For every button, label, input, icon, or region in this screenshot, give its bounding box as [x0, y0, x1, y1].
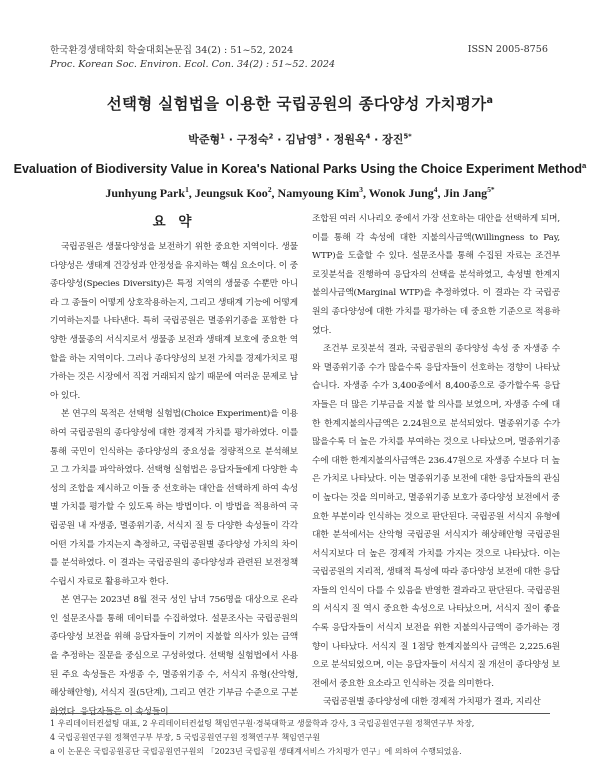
- author-ko-affiliation-mark: 1: [220, 132, 225, 141]
- footnote-divider: [50, 713, 550, 714]
- author-ko-name: 구정숙: [236, 133, 269, 146]
- author-ko-affiliation-mark: 5*: [403, 132, 412, 141]
- author-en-name: Namyoung Kim: [277, 186, 360, 200]
- title-korean-text: 선택형 실험법을 이용한 국립공원의 종다양성 가치평가: [106, 95, 487, 113]
- author-ko-separator: ·: [321, 133, 334, 146]
- abstract-paragraph: 국립공원은 생물다양성을 보전하기 위한 중요한 지역이다. 생물다양성은 생태계 건강성과 안정성을 유지하는 핵심 요소이다. 이 중 종다양성(Species Diversity)은 특정 지역의 생물종 수뿐만 아니라 그 종들이 어떻게 상호작용하는지, 그리고 생태계 기능에 어떻게 기여하는지를 나타낸다. 특히 국립공원은 멸종위기종을 포함한 다양한 생물종의 서식지로서 생물종 보전과 생태계 보호에 중요한 역할을 하는 지역이다. 그러나 종다양성의 보전 가치를 경제가치로 평가하는 것은 시장에서 직접 거래되지 않기 때문에 여러운 문제로 남아 있다.: [50, 242, 298, 401]
- title-english-sup: a: [582, 160, 587, 170]
- journal-name-en: Proc. Korean Soc. Environ. Ecol. Con. 34(2) : 51~52. 2024: [50, 59, 336, 70]
- author-ko-name: 김남영: [285, 133, 318, 146]
- authors-korean: [0, 131, 600, 147]
- footnote-line: a 이 논문은 국립공원공단 국립공원연구원의 「2023년 국립공원 생태계서비스 가치평가 연구」에 의하여 수행되었음.: [50, 747, 462, 757]
- author-en-name: Junhyung Park: [105, 186, 186, 200]
- author-ko-separator: ·: [273, 133, 286, 146]
- abstract-heading: 요 약: [152, 214, 196, 230]
- abstract-paragraph: 국립공원별 종다양성에 대한 경제적 가치평가 결과, 지리산: [323, 697, 541, 708]
- title-english: [0, 162, 600, 176]
- author-ko-name: 장진: [382, 133, 404, 146]
- journal-name-ko: 한국환경생태학회 학술대회논문집 34(2) : 51~52, 2024: [50, 45, 294, 56]
- footnote-line: 1 우리데이터컨설팅 대표, 2 우리데이터컨설팅 책임연구원·경북대학교 생물학과 강사, 3 국립공원연구원 정책연구부 차장,: [50, 719, 475, 728]
- abstract-column-left: [50, 238, 298, 721]
- title-korean-sup: a: [486, 94, 494, 106]
- author-en-affiliation-mark: 1: [185, 185, 189, 194]
- author-en-name: Wonok Jung: [368, 186, 434, 200]
- abstract-paragraph: 조건부 로짓분석 결과, 국립공원의 종다양성 속성 중 자생종 수와 멸종위기종 수가 많을수록 응답자들이 선호하는 경향이 나타났습니다. 자생종 수가 3,400종에서 8,400종으로 증가할수록 응답자들은 더 많은 기부금을 지불 할 의사를 보였으며, 자생종 수에 대한 한계지불의사금액은 2.24원으로 분석되었다. 멸종위기종 수가 많을수록 더 높은 가치를 부여하는 것으로 나타났으며, 멸종위기종 수에 대한 한계지불의사금액은 236.47원으로 자생종 수보다 더 높은 가치로 나타났다. 이는 멸종위기종 보전에 대한 응답자들의 관심이 높다는 것을 의미하고, 멸종위기종 보호가 종다양성 보전에서 중요한 부분이라 인식하는 것으로 판단된다. 국립공원 서식지 유형에 대한 분석에서는 산악형 국립공원 서식지가 해상해안형 국립공원 서식지보다 더 높은 경제적 가치를 가지는 것으로 나타났다. 이는 국립공원의 지리적, 생태적 특성에 따라 종다양성 보전에 대한 응답자들의 인식이 다를 수 있음을 반영한 결과라고 판단된다. 국립공원의 서식지 질 역시 중요한 속성으로 나타났으며, 서식지 질이 좋을수록 응답자들이 서식지 보전을 위한 지불의사금액이 증가하는 경향이 나타났다. 서식지 질 1점당 한계지불의사 금액은 2,225.6원으로 분석되었으며, 이는 응답자들이 서식지 질 개선이 종다양성 보전에서 중요한 요소라고 인식하는 것을 의미한다.: [312, 344, 560, 689]
- author-en-affiliation-mark: 5*: [487, 185, 495, 194]
- author-en-affiliation-mark: 4: [433, 185, 438, 194]
- footnote-line: 4 국립공원연구원 정책연구부 부장, 5 국립공원연구원 정책연구부 책임연구원: [50, 733, 321, 743]
- author-en-name: Jin Jang: [443, 186, 488, 200]
- author-ko-affiliation-mark: 2: [268, 132, 274, 141]
- journal-header: [50, 44, 335, 72]
- author-en-separator: ,: [437, 186, 444, 200]
- footnotes: [50, 717, 550, 760]
- author-ko-affiliation-mark: 4: [365, 132, 371, 141]
- author-en-separator: ,: [271, 186, 278, 200]
- abstract-paragraph: 조합된 여러 시나리오 중에서 가장 선호하는 대안을 선택하게 되며, 이를 통해 각 속성에 대한 지불의사금액(Willingness to Pay, WTP)을 도출할 수 있다. 설문조사를 통해 수집된 자료는 조건부 로짓분석을 진행하여 응답자의 선택을 분석하였고, 속성별 한계지불의사금액(Marginal WTP)을 추정하였다. 이 결과는 각 국립공원의 종다양성에 대한 가치를 평가하는 데 중요한 기준으로 적용하였다.: [312, 214, 560, 336]
- abstract-paragraph: 본 연구는 2023년 8월 전국 성인 남녀 756명을 대상으로 온라인 설문조사를 통해 데이터를 수집하였다. 설문조사는 국립공원의 종다양성 보전을 위해 응답자들이 기꺼이 지불할 의사가 있는 금액을 추정하는 질문을 중심으로 구성하였다. 선택형 실험법에서 사용된 주요 속성들은 자생종 수, 멸종위기종 수, 서식지 유형(산악형, 해상해안형), 서식지 질(5단계), 그리고 연간 기부금 수준으로 구분하였다. 응답자들은 이 속성들이: [50, 595, 298, 717]
- author-ko-name: 정원옥: [333, 133, 366, 146]
- authors-english: [0, 186, 600, 201]
- author-ko-affiliation-mark: 3: [317, 132, 322, 141]
- title-english-text: Evaluation of Biodiversity Value in Korea's National Parks Using the Choice Experiment Method: [13, 162, 583, 176]
- issn: ISSN 2005-8756: [467, 44, 548, 55]
- abstract-column-right: [312, 210, 560, 712]
- title-korean: [0, 92, 600, 114]
- author-en-affiliation-mark: 3: [359, 185, 363, 194]
- author-en-separator: ,: [188, 186, 195, 200]
- author-ko-separator: ·: [224, 133, 237, 146]
- author-en-separator: ,: [362, 186, 369, 200]
- abstract-paragraph: 본 연구의 목적은 선택형 실험법(Choice Experiment)을 이용하여 국립공원의 종다양성에 대한 경제적 가치를 평가하였다. 이를 통해 국민이 인식하는 종다양성의 중요성을 정량적으로 분석해보고 그 가치를 파악하였다. 선택형 실험법은 응답자들에게 다양한 속성의 조합을 제시하고 이들 중 선호하는 대안을 선택하게 하여 속성별 가치를 평가할 수 있도록 하는 방법이다. 이 방법을 적용하여 국립공원 내 자생종, 멸종위기종, 서식지 질 등 다양한 속성들이 각각 어떤 가치를 가지는지 측정하고, 국립공원별 종다양성 가치의 차이를 분석하였다. 이 결과는 국립공원의 종다양성과 관련된 보전정책 수립시 자료로 활용하고자 한다.: [50, 409, 298, 587]
- author-en-affiliation-mark: 2: [267, 185, 272, 194]
- author-ko-name: 박준형: [188, 133, 221, 146]
- author-ko-separator: ·: [370, 133, 383, 146]
- author-en-name: Jeungsuk Koo: [194, 186, 268, 200]
